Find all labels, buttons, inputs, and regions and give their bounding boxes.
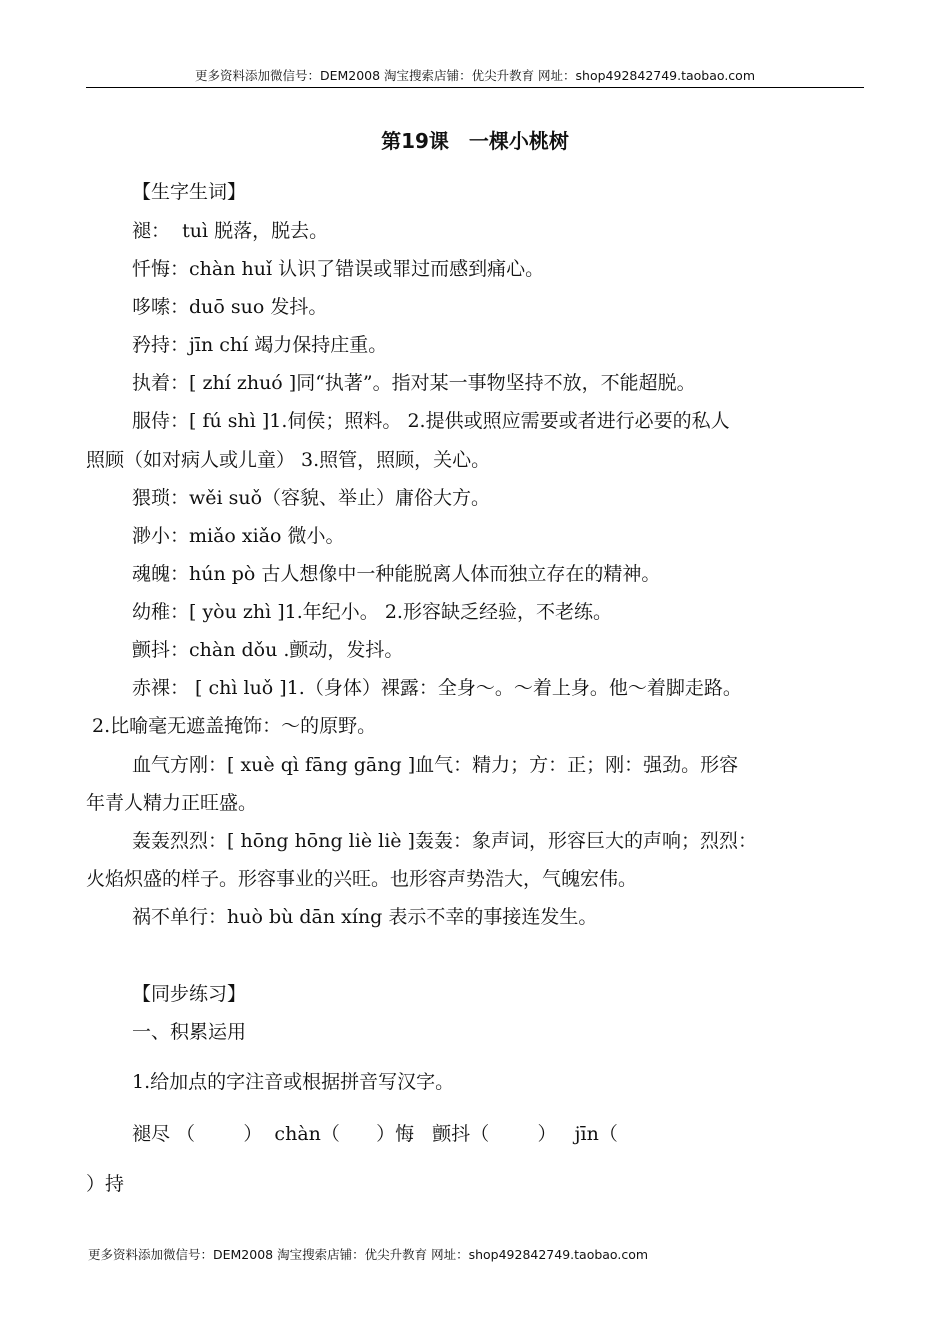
vocab-line: 轰轰烈烈：[ hōng hōng liè liè ]轰轰：象声词，形容巨大的声响；烈烈： [132, 830, 757, 852]
vocab-line: 褪： tuì 脱落，脱去。 [132, 220, 329, 242]
vocab-line-continued: 2.比喻毫无遮盖掩饰：～的原野。 [86, 715, 377, 737]
vocab-line: 渺小：miǎo xiǎo 微小。 [132, 525, 345, 547]
vocab-line: 血气方刚：[ xuè qì fāng gāng ]血气：精力；方：正；刚：强劲。形容 [132, 754, 739, 776]
vocab-line: 服侍：[ fú shì ]1.伺侯；照料。 2.提供或照应需要或者进行必要的私人 [132, 410, 730, 432]
vocab-line-continued: 年青人精力正旺盛。 [86, 792, 258, 814]
header-divider [86, 87, 864, 88]
vocab-line: 矜持：jīn chí 竭力保持庄重。 [132, 334, 388, 356]
exercise-answer-blanks-continued: ）持 [86, 1173, 125, 1195]
vocab-line: 魂魄：hún pò 古人想像中一种能脱离人体而独立存在的精神。 [132, 563, 661, 585]
vocab-line: 执着：[ zhí zhuó ]同“执著”。指对某一事物坚持不放，不能超脱。 [132, 372, 696, 394]
vocab-line: 哆嗦：duō suo 发抖。 [132, 296, 328, 318]
vocab-line: 祸不单行：huò bù dān xíng 表示不幸的事接连发生。 [132, 906, 598, 928]
exercise-section-label: 【同步练习】 [132, 983, 247, 1005]
exercise-answer-blanks: 褪尽 （ ） chàn（ ）悔 颤抖（ ） jīn（ [132, 1123, 618, 1145]
page-header: 更多资料添加微信号：DEM2008 淘宝搜索店铺：优尖升教育 网址：shop492842749.taobao.com [194, 68, 756, 83]
vocab-line: 颤抖：chàn dǒu .颤动，发抖。 [132, 639, 404, 661]
vocab-section-label: 【生字生词】 [132, 181, 247, 203]
vocab-line-continued: 照顾（如对病人或儿童） 3.照管，照顾，关心。 [86, 449, 491, 471]
vocab-line: 幼稚：[ yòu zhì ]1.年纪小。 2.形容缺乏经验，不老练。 [132, 601, 612, 623]
exercise-part-heading: 一、积累运用 [132, 1021, 247, 1043]
lesson-title: 第19课 一棵小桃树 [381, 129, 569, 153]
vocab-line: 忏悔：chàn huǐ 认识了错误或罪过而感到痛心。 [132, 258, 545, 280]
exercise-question: 1.给加点的字注音或根据拼音写汉字。 [132, 1071, 455, 1093]
vocab-line: 猥琐：wěi suǒ（容貌、举止）庸俗大方。 [132, 487, 491, 509]
page-footer: 更多资料添加微信号：DEM2008 淘宝搜索店铺：优尖升教育 网址：shop492842749.taobao.com [88, 1247, 649, 1262]
vocab-line-continued: 火焰炽盛的样子。形容事业的兴旺。也形容声势浩大，气魄宏伟。 [86, 868, 638, 890]
vocab-line: 赤裸： [ chì luǒ ]1.（身体）裸露：全身～。～着上身。他～着脚走路。 [132, 677, 742, 699]
